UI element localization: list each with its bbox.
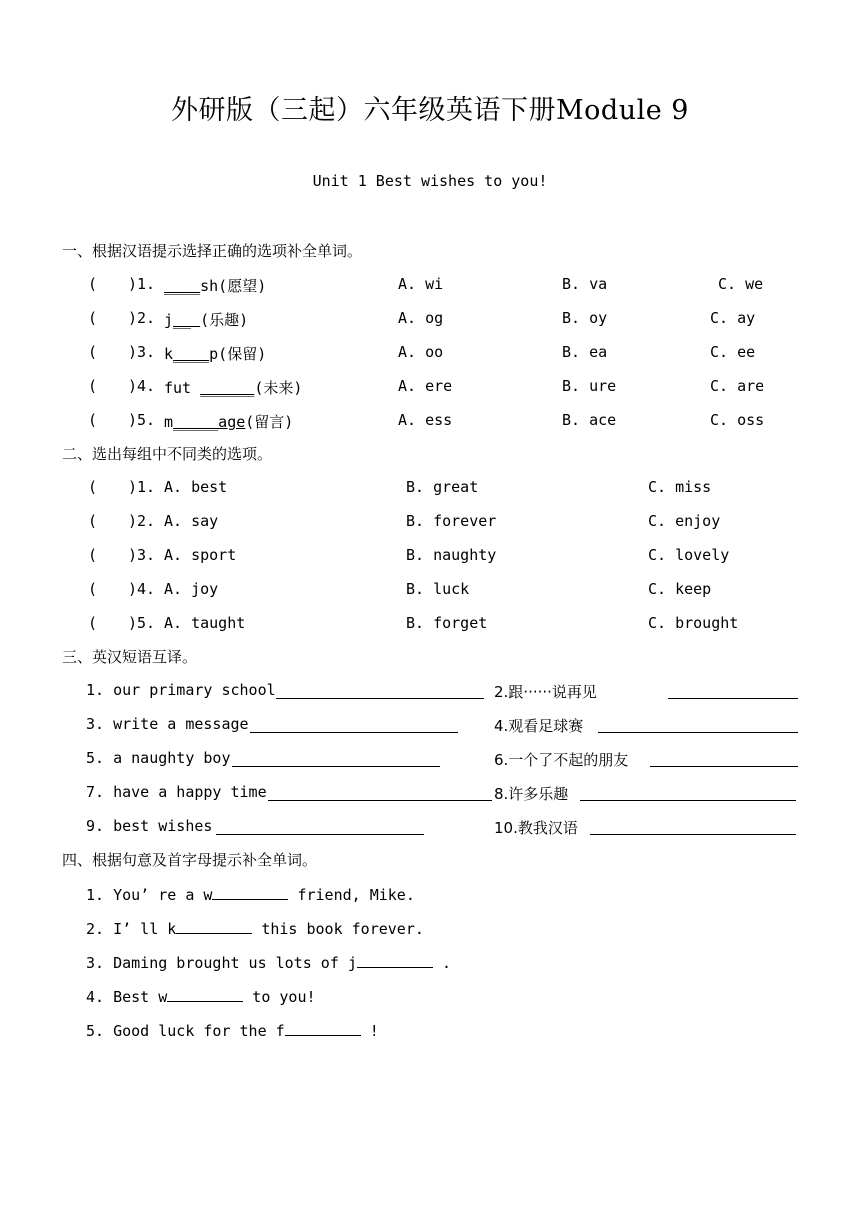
option-b: B. ea [562,343,608,361]
word-suffix: p(保留) [209,345,267,363]
open-paren: ( [88,411,98,429]
option-a: A. sport [164,546,237,564]
option-a: A. oo [398,343,444,361]
english-phrase: 3. write a message [86,715,249,733]
word-hint [164,275,266,296]
word-blank: ____ [173,345,210,363]
option-c: C. enjoy [648,512,721,530]
phrase-row [0,749,860,771]
sentence-end: . [432,954,451,972]
question-number: )3. [128,343,156,361]
option-b: B. forget [406,614,488,632]
answer-line [276,681,484,699]
answer-line [650,749,798,767]
open-paren: ( [88,546,98,564]
word-suffix: (乐趣) [200,311,249,329]
section4-heading: 四、根据句意及首字母提示补全单词。 [62,851,318,869]
chinese-phrase: 4.观看足球赛 [494,717,584,735]
question-number: )5. [128,411,156,429]
word-hint [164,377,302,398]
option-a: A. ess [398,411,453,429]
option-c: C. brought [648,614,739,632]
question-number: )2. [128,309,156,327]
phrase-row [0,817,860,839]
sentence-start: 1. You’ re a w [86,886,213,904]
option-c: C. oss [710,411,765,429]
word-hint [164,343,266,364]
option-a: A. og [398,309,444,327]
option-a: A. joy [164,580,219,598]
option-c: C. lovely [648,546,730,564]
word-prefix: fut [164,379,201,397]
word-prefix: k [164,345,174,363]
question-row [0,546,860,568]
sentence-start: 4. Best w [86,988,168,1006]
word-hint [164,309,248,330]
question-row [0,478,860,500]
option-a: A. best [164,478,228,496]
sentence-row [0,918,860,940]
sentence-end: this book forever. [252,920,424,938]
option-c: C. we [718,275,764,293]
open-paren: ( [88,275,98,293]
question-number: )1. [128,478,156,496]
question-number: )4. [128,580,156,598]
word-blank: ____ [164,277,201,295]
sentence-start: 2. I’ ll k [86,920,177,938]
word-suffix: sh(愿望) [200,277,267,295]
sentence-row [0,986,860,1008]
option-b: B. ace [562,411,617,429]
option-a: A. taught [164,614,246,632]
answer-blank [167,986,243,1002]
sentence-end: friend, Mike. [288,886,415,904]
question-row [0,512,860,534]
question-number: )5. [128,614,156,632]
sentence-end: ! [360,1022,379,1040]
answer-line [216,817,424,835]
answer-line [668,681,798,699]
sentence [86,918,424,938]
sentence [86,986,316,1006]
question-number: )1. [128,275,156,293]
question-row [0,275,860,297]
answer-line [250,715,458,733]
word-suffix: (留言) [245,413,294,431]
answer-line [598,715,798,733]
open-paren: ( [88,377,98,395]
question-row [0,377,860,399]
question-row [0,309,860,331]
english-phrase: 7. have a happy time [86,783,267,801]
option-b: B. oy [562,309,608,327]
sentence-row [0,884,860,906]
answer-line [580,783,796,801]
word-suffix: (未来) [254,379,303,397]
page-title: 外研版（三起）六年级英语下册Module 9 [171,95,689,126]
option-c: C. miss [648,478,712,496]
option-b: B. ure [562,377,617,395]
chinese-phrase: 10.教我汉语 [494,819,578,837]
phrase-row [0,783,860,805]
question-number: )3. [128,546,156,564]
chinese-phrase: 2.跟······说再见 [494,683,597,701]
answer-blank [285,1020,361,1036]
open-paren: ( [88,309,98,327]
english-phrase: 5. a naughty boy [86,749,231,767]
word-prefix: j [164,311,174,329]
option-a: A. ere [398,377,453,395]
english-phrase: 1. our primary school [86,681,276,699]
option-c: C. ay [710,309,756,327]
sentence [86,884,415,904]
option-b: B. forever [406,512,497,530]
word-blank: ______ [200,379,255,397]
word-blank: __ [173,311,201,329]
open-paren: ( [88,343,98,361]
word-prefix: m [164,413,174,431]
option-a: A. wi [398,275,444,293]
option-c: C. keep [648,580,712,598]
sentence-row [0,952,860,974]
question-number: )2. [128,512,156,530]
section1-heading: 一、根据汉语提示选择正确的选项补全单词。 [62,242,363,260]
option-c: C. are [710,377,765,395]
question-row [0,411,860,433]
answer-blank [212,884,288,900]
open-paren: ( [88,478,98,496]
answer-line [590,817,796,835]
english-phrase: 9. best wishes [86,817,213,835]
phrase-row [0,715,860,737]
open-paren: ( [88,580,98,598]
sentence-start: 5. Good luck for the f [86,1022,285,1040]
open-paren: ( [88,512,98,530]
phrase-row [0,681,860,703]
option-c: C. ee [710,343,756,361]
answer-line [232,749,440,767]
question-row [0,614,860,636]
word-hint [164,411,293,432]
section2-heading: 二、选出每组中不同类的选项。 [62,445,273,463]
chinese-phrase: 8.许多乐趣 [494,785,569,803]
sentence-start: 3. Daming brought us lots of j [86,954,357,972]
open-paren: ( [88,614,98,632]
question-row [0,580,860,602]
question-number: )4. [128,377,156,395]
option-b: B. luck [406,580,470,598]
sentence [86,952,451,972]
option-b: B. naughty [406,546,497,564]
section3-heading: 三、英汉短语互译。 [62,648,198,666]
sentence-end: to you! [243,988,316,1006]
word-blank: _____age [173,413,246,431]
answer-blank [357,952,433,968]
chinese-phrase: 6.一个了不起的朋友 [494,751,629,769]
sentence [86,1020,379,1040]
question-row [0,343,860,365]
answer-line [268,783,492,801]
option-b: B. va [562,275,608,293]
answer-blank [176,918,252,934]
unit-subtitle: Unit 1 Best wishes to you! [312,172,548,190]
sentence-row [0,1020,860,1042]
option-a: A. say [164,512,219,530]
option-b: B. great [406,478,479,496]
